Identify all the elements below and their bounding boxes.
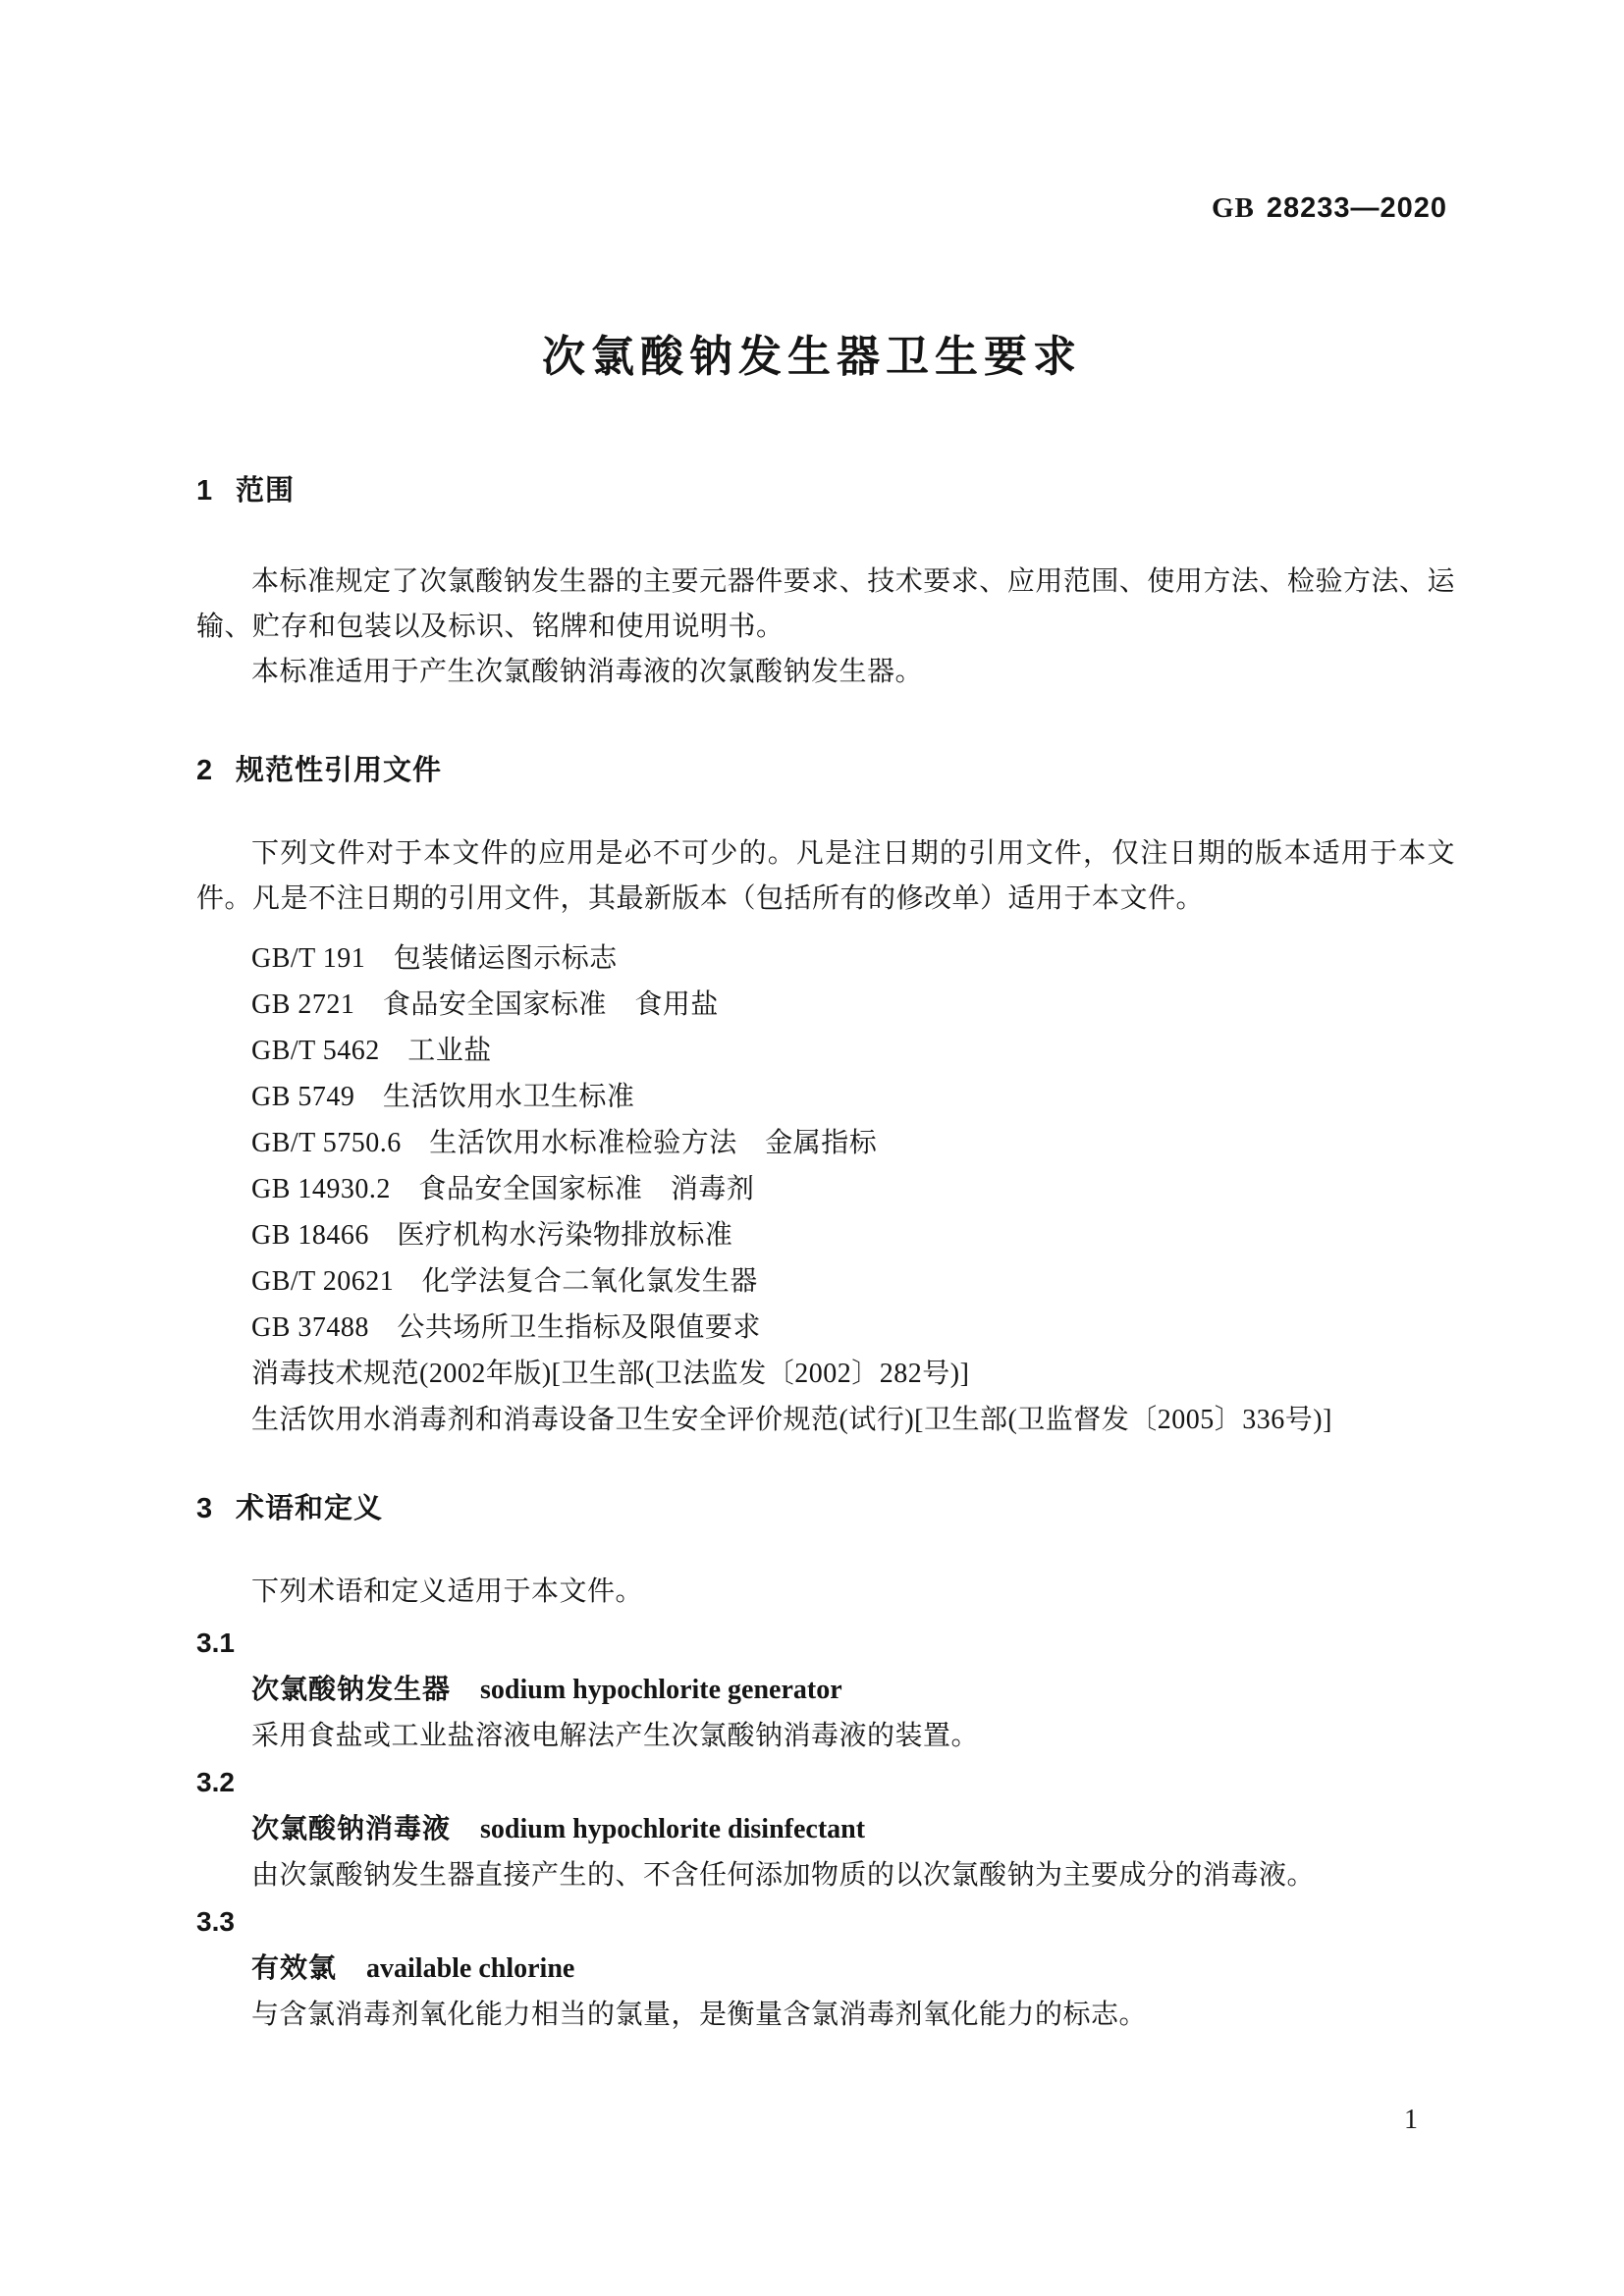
section-1-paragraph: 本标准规定了次氯酸钠发生器的主要元器件要求、技术要求、应用范围、使用方法、检验方法、运输、贮存和包装以及标识、铭牌和使用说明书。 [196, 566, 1455, 642]
term-english: available chlorine [366, 1953, 575, 1984]
term-definition: 由次氯酸钠发生器直接产生的、不含任何添加物质的以次氯酸钠为主要成分的消毒液。 [251, 1860, 1316, 1891]
normative-references-list [196, 935, 1455, 1443]
term-3-3 [196, 1898, 1455, 2038]
term-3-1 [196, 1620, 1455, 1759]
section-2-title: 规范性引用文件 [236, 755, 443, 786]
standard-number [1212, 192, 1447, 224]
section-2-heading [196, 749, 1455, 792]
reference-item: GB 5749 生活饮用水卫生标准 [251, 1082, 635, 1112]
page-title: 次氯酸钠发生器卫生要求 [542, 333, 1082, 381]
term-english: sodium hypochlorite disinfectant [480, 1814, 866, 1844]
term-3-2 [196, 1759, 1455, 1898]
term-english: sodium hypochlorite generator [480, 1675, 842, 1705]
term-chinese: 有效氯 [251, 1952, 338, 1983]
section-2-intro: 下列文件对于本文件的应用是必不可少的。凡是注日期的引用文件，仅注日期的版本适用于本文件。凡是不注日期的引用文件，其最新版本（包括所有的修改单）适用于本文件。 [196, 838, 1455, 914]
section-3-title: 术语和定义 [236, 1493, 384, 1524]
reference-item: GB 2721 食品安全国家标准 食用盐 [251, 989, 719, 1020]
term-number: 3.2 [196, 1767, 235, 1797]
standard-number-prefix: GB [1211, 192, 1255, 224]
reference-item: 生活饮用水消毒剂和消毒设备卫生安全评价规范(试行)[卫生部(卫监督发〔2005〕336号)] [251, 1405, 1332, 1435]
reference-item: GB 37488 公共场所卫生指标及限值要求 [251, 1312, 761, 1343]
term-number: 3.3 [196, 1906, 235, 1937]
term-chinese: 次氯酸钠发生器 [251, 1674, 452, 1704]
term-title-line [196, 1945, 1455, 1992]
reference-item: GB/T 5750.6 生活饮用水标准检验方法 金属指标 [251, 1128, 878, 1158]
document-body [196, 469, 1455, 2038]
term-definition: 采用食盐或工业盐溶液电解法产生次氯酸钠消毒液的装置。 [251, 1721, 980, 1751]
page-number: 1 [1404, 2105, 1418, 2135]
section-3-number: 3 [196, 1493, 214, 1524]
reference-item: 消毒技术规范(2002年版)[卫生部(卫法监发〔2002〕282号)] [251, 1359, 970, 1389]
reference-item: GB 18466 医疗机构水污染物排放标准 [251, 1220, 733, 1251]
standard-number-code: 28233—2020 [1266, 192, 1447, 224]
section-1-heading [196, 469, 1455, 512]
terms-and-definitions [196, 1620, 1455, 2038]
term-title-line [196, 1805, 1455, 1852]
term-chinese: 次氯酸钠消毒液 [251, 1813, 452, 1843]
section-2-number: 2 [196, 755, 214, 786]
section-1-paragraph: 本标准适用于产生次氯酸钠消毒液的次氯酸钠发生器。 [251, 657, 924, 687]
term-number: 3.1 [196, 1628, 235, 1658]
section-3-intro: 下列术语和定义适用于本文件。 [251, 1576, 644, 1607]
section-1-number: 1 [196, 475, 214, 507]
reference-item: GB/T 5462 工业盐 [251, 1036, 492, 1066]
term-definition: 与含氯消毒剂氧化能力相当的氯量，是衡量含氯消毒剂氧化能力的标志。 [251, 2000, 1148, 2030]
section-1-title: 范围 [236, 475, 296, 507]
reference-item: GB/T 191 包装储运图示标志 [251, 943, 618, 974]
section-3-heading [196, 1487, 1455, 1530]
reference-item: GB 14930.2 食品安全国家标准 消毒剂 [251, 1174, 755, 1204]
reference-item: GB/T 20621 化学法复合二氧化氯发生器 [251, 1266, 758, 1297]
term-title-line [196, 1666, 1455, 1713]
